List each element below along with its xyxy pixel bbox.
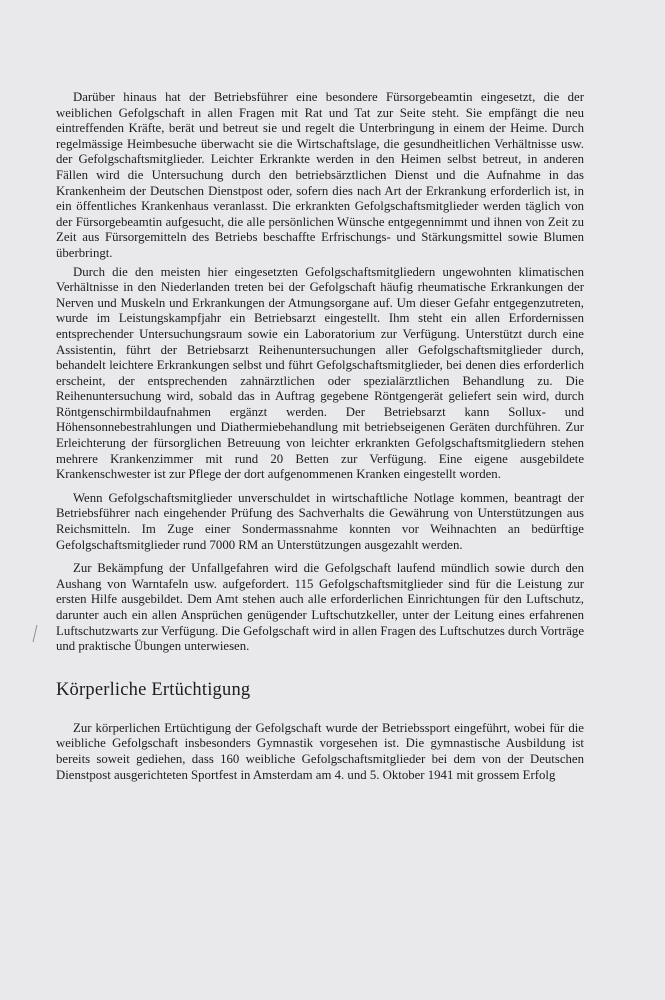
section-heading: Körperliche Ertüchtigung (56, 679, 251, 700)
pencil-margin-mark (30, 624, 40, 644)
paragraph-unterstuetzung: Wenn Gefolgschaftsmitglieder unverschuldet in wirtschaftliche Notlage kommen, beantragt der Betriebsführer nach eingehender Prüfung des Sachverhalts die Gewährung von Unterstützungen aus Reichsmitteln. Im Zuge einer Sondermassnahme konnten vor Weihnachten an bedürftige Gefolgschaftsmitglieder rund 7000 RM an Unterstützungen ausgezahlt werden. (56, 490, 584, 552)
paragraph-fuersorge: Darüber hinaus hat der Betriebsführer eine besondere Fürsorgebeamtin eingesetzt, die der weiblichen Gefolgschaft in allen Fragen mit Rat und Tat zur Seite steht. Sie empfängt die neu eintreffenden Kräfte, berät und betreut sie und regelt die Unterbringung in einem der Heime. Durch regelmässige Heimbesuche überwacht sie die Wirtschaftslage, die gesundheitlichen Verhältnisse usw. der Gefolgschaftsmitglieder. Leichter Erkrankte werden in den Heimen selbst betreut, in anderen Fällen wird die Untersuchung durch den betriebsärztlichen Dienst und die Aufnahme in das Krankenheim der Deutschen Dienstpost oder, sofern dies nach Art der Erkrankung erforderlich ist, in ein öffentliches Krankenhaus veranlasst. Die erkrankten Gefolgschaftsmitglieder werden täglich von der Fürsorgebeamtin aufgesucht, die alle persönlichen Wünsche entgegennimmt und ihnen von Zeit zu Zeit aus Fürsorgemitteln des Betriebs beschaffte Erfrischungs- und Stärkungsmittel sowie Blumen überbringt. (56, 90, 584, 260)
paragraph-unfallgefahren: Zur Bekämpfung der Unfallgefahren wird die Gefolgschaft laufend mündlich sowie durch den Aushang von Warntafeln usw. aufgefordert. 115 Gefolgschaftsmitglieder sind für die Leistung zur ersten Hilfe ausgebildet. Dem Amt stehen auch alle erforderlichen Einrichtungen für den Luftschutz, darunter auch ein allen Ansprüchen genügender Luftschutzkeller, unter der Leitung eines erfahrenen Luftschutzwarts zur Verfügung. Die Gefolgschaft wird in allen Fragen des Luftschutzes durch Vorträge und praktische Übungen unterwiesen. (56, 561, 584, 654)
paragraph-sport: Zur körperlichen Ertüchtigung der Gefolgschaft wurde der Betriebssport eingeführt, wobei für die weibliche Gefolgschaft insbesonders Gymnastik vorgesehen ist. Die gymnastische Ausbildung ist bereits soweit gediehen, dass 160 weibliche Gefolgschaftsmitglieder bei dem von der Deutschen Dienstpost ausgerichteten Sportfest in Amsterdam am 4. und 5. Oktober 1941 mit grossem Erfolg (56, 720, 584, 782)
paragraph-betriebsarzt: Durch die den meisten hier eingesetzten Gefolgschaftsmitgliedern ungewohnten klimatischen Verhältnisse in den Niederlanden treten bei der Gefolgschaft häufig rheumatische Erkrankungen der Nerven und Muskeln und Erkrankungen der Atmungsorgane auf. Um dieser Gefahr entgegenzutreten, wurde im Leistungskampfjahr ein Betriebsarzt eingestellt. Ihm steht ein allen Erfordernissen entsprechender Untersuchungsraum sowie ein Laboratorium zur Verfügung. Unterstützt durch eine Assistentin, führt der Betriebsarzt Reihenuntersuchungen aller Gefolgschaftsmitglieder durch, behandelt leichtere Erkrankungen selbst und führt Gefolgschaftsmitglieder, bei denen dies erforderlich erscheint, der entsprechenden zahnärztlichen oder spezialärztlichen Behandlung zu. Die Reihenuntersuchung wird, sobald das in Auftrag gegebene Röntgengerät geliefert sein wird, durch Röntgenschirmbildaufnahmen ergänzt werden. Der Betriebsarzt kann Sollux- und Höhensonnebestrahlungen und Diathermiebehandlung mit betriebseigenen Geräten durchführen. Zur Erleichterung der fürsorglichen Betreuung von leichter erkrankten Gefolgschaftsmitgliedern stehen mehrere Krankenzimmer mit rund 20 Betten zur Verfügung. Eine eigene ausgebildete Krankenschwester ist zur Pflege der dort aufgenommenen Kranken eingestellt worden. (56, 264, 584, 482)
body-text (56, 90, 584, 791)
